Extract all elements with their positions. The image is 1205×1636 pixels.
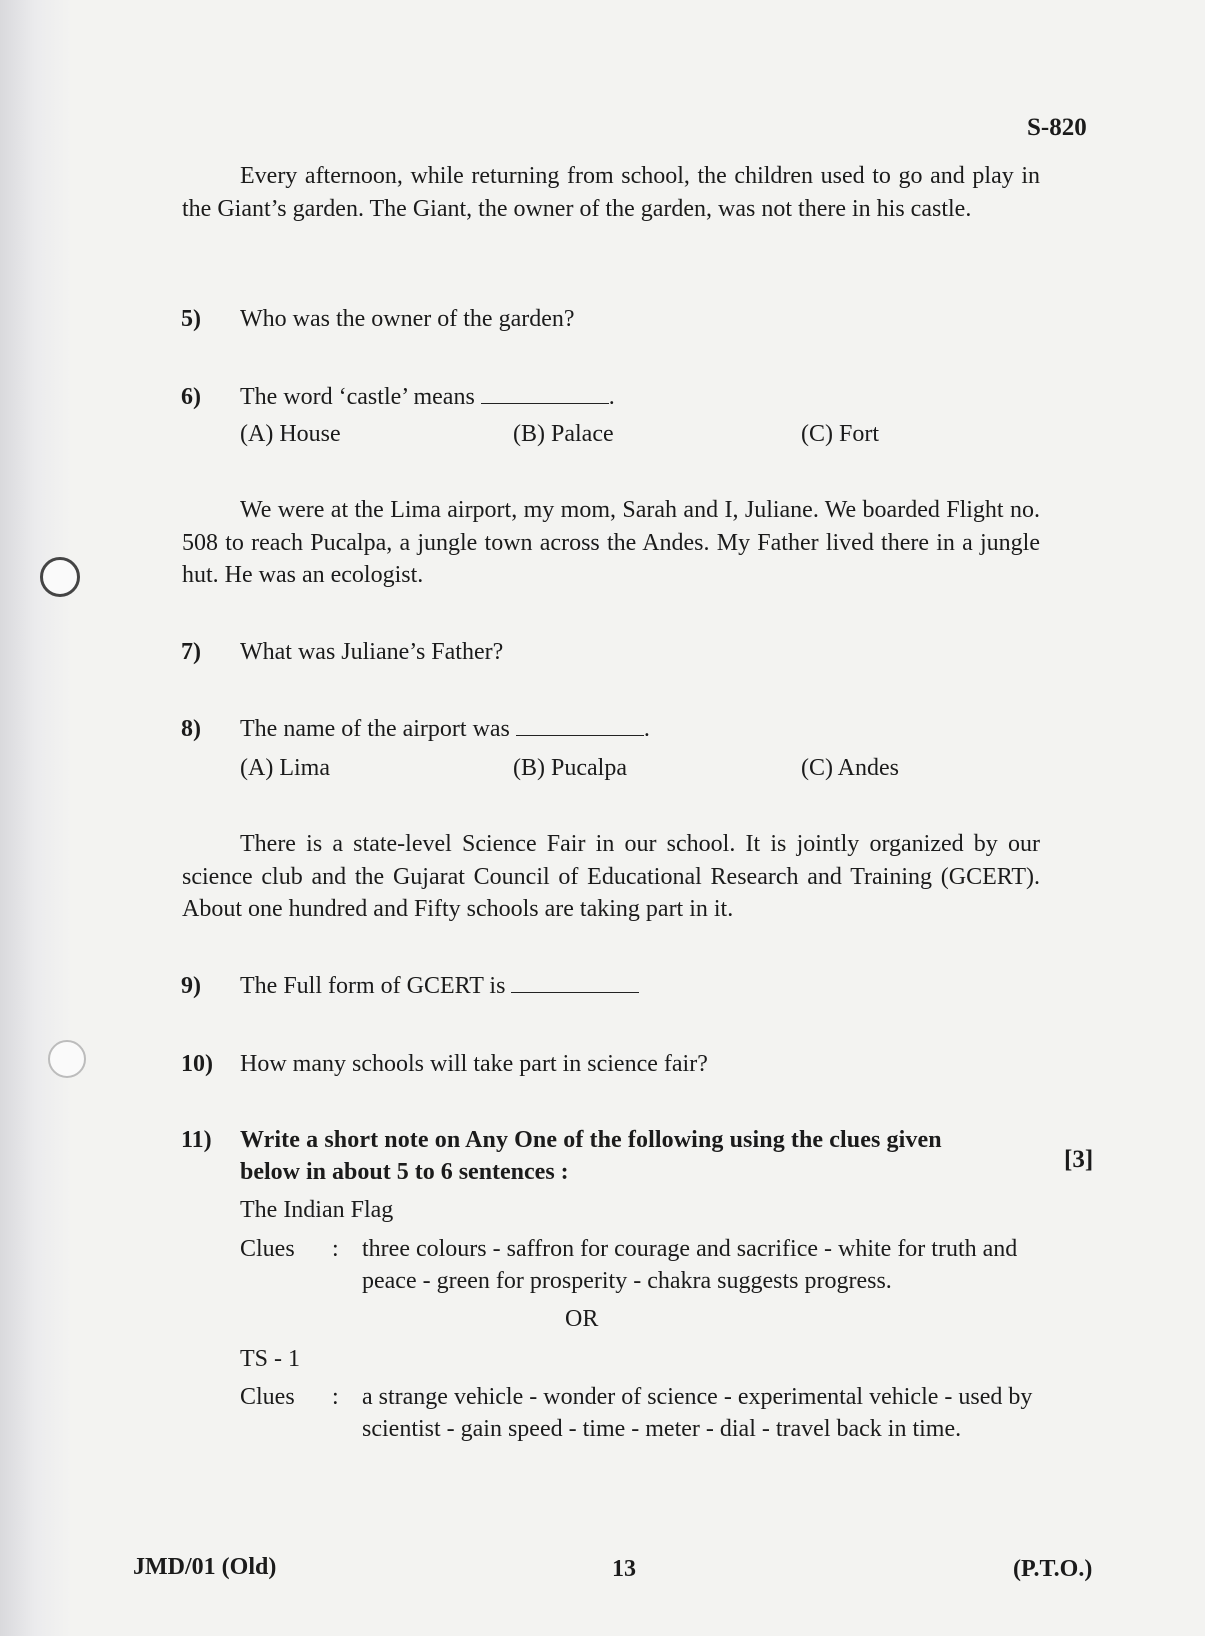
question-8-number: 8) <box>181 716 201 742</box>
passage-science-fair: There is a state-level Science Fair in our school. It is jointly organized by our science club and the Gujarat Council of Educational Research and Training (GCERT). About one hundred and Fifty schools are taking part in it. <box>182 831 1040 922</box>
question-6-end: . <box>608 384 615 410</box>
question-9-text: The Full form of GCERT is <box>240 973 506 999</box>
clues-colon-1: : <box>332 1236 339 1262</box>
question-6-text: The word ‘castle’ means <box>240 384 475 410</box>
clues-label-2: Clues <box>240 1384 295 1410</box>
question-6-line <box>240 381 615 413</box>
question-6-option-c: (C) Fort <box>801 421 879 447</box>
question-8-option-a: (A) Lima <box>240 755 330 781</box>
question-8-blank <box>516 713 644 736</box>
punch-hole-bottom <box>48 1040 86 1078</box>
clues-ts1: a strange vehicle - wonder of science - experimental vehicle - used by scientist - gain speed - time - meter - dial - travel back in time. <box>362 1384 1033 1442</box>
page-edge-shadow <box>0 0 70 1636</box>
question-9-line <box>240 970 639 1002</box>
question-6-number: 6) <box>181 384 201 410</box>
question-8-line <box>240 713 650 745</box>
footer-exam-code: JMD/01 (Old) <box>133 1554 277 1580</box>
question-8-end: . <box>643 716 650 742</box>
paper-code: S-820 <box>1027 114 1087 141</box>
question-11-instruction-line2: below in about 5 to 6 sentences : <box>240 1159 569 1185</box>
passage-lima-airport: We were at the Lima airport, my mom, Sarah and I, Juliane. We boarded Flight no. 508 to reach Pucalpa, a jungle town across the Andes. My Father lived there in a jungle hut. He was an ecologist. <box>182 497 1040 588</box>
question-5-number: 5) <box>181 306 201 332</box>
or-separator: OR <box>565 1306 599 1332</box>
topic-ts1: TS - 1 <box>240 1346 300 1372</box>
clues-indian-flag: three colours - saffron for courage and sacrifice - white for truth and peace - green for prosperity - chakra suggests progress. <box>362 1236 1018 1294</box>
clues-colon-2: : <box>332 1384 339 1410</box>
footer-pto: (P.T.O.) <box>1013 1556 1093 1582</box>
question-11-instruction-line1: Write a short note on Any One of the following using the clues given <box>240 1127 942 1153</box>
question-10-number: 10) <box>181 1051 213 1077</box>
question-7-number: 7) <box>181 639 201 665</box>
question-10-text: How many schools will take part in science fair? <box>240 1051 708 1077</box>
topic-indian-flag: The Indian Flag <box>240 1197 394 1223</box>
question-6-blank <box>481 381 609 404</box>
passage-giant-garden: Every afternoon, while returning from school, the children used to go and play in the Giant’s garden. The Giant, the owner of the garden, was not there in his castle. <box>182 163 1040 222</box>
question-7-text: What was Juliane’s Father? <box>240 639 504 665</box>
clues-label-1: Clues <box>240 1236 295 1262</box>
question-8-text: The name of the airport was <box>240 716 510 742</box>
question-11-number: 11) <box>181 1127 212 1153</box>
question-9-blank <box>511 970 639 993</box>
question-9-number: 9) <box>181 973 201 999</box>
question-11-marks: [3] <box>1064 1146 1094 1173</box>
question-8-option-b: (B) Pucalpa <box>513 755 627 781</box>
question-6-option-b: (B) Palace <box>513 421 614 447</box>
punch-hole-top <box>40 557 80 597</box>
question-6-option-a: (A) House <box>240 421 341 447</box>
question-8-option-c: (C) Andes <box>801 755 899 781</box>
footer-page-number: 13 <box>612 1556 636 1582</box>
question-5-text: Who was the owner of the garden? <box>240 306 575 332</box>
